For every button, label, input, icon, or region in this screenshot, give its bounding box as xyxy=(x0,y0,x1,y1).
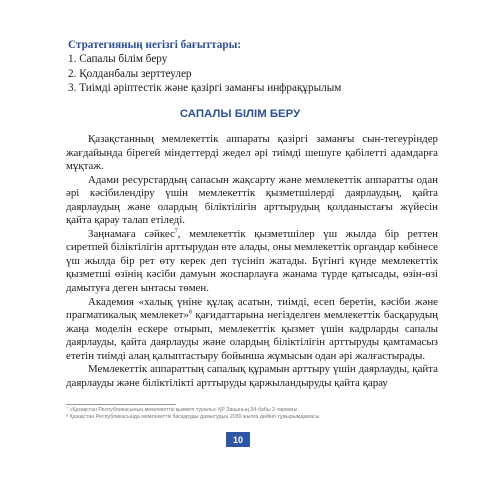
paragraph-text: Академия «халық үніне құлақ асатын, тиімді, есеп беретін, кәсіби және прагматикалық мемлекет» xyxy=(66,295,438,322)
footnote-divider xyxy=(66,404,176,405)
strategy-item: 2. Қолданбалы зерттеулер xyxy=(68,67,192,80)
paragraph xyxy=(66,296,438,364)
strategy-directions xyxy=(68,38,428,95)
strategy-item: 3. Тиімді әріптестік және қазіргі заманғы инфрақұрылым xyxy=(68,81,342,94)
paragraph-text: Заңнамаға сәйкес xyxy=(88,227,175,240)
footnote: ⁸ Қазақстан Республикасында мемлекеттік басқаруды дамытудың 2030 жылға дейінгі тұжырымдамасы xyxy=(66,414,320,421)
footnote-ref[interactable]: 7 xyxy=(174,228,178,235)
paragraph: Мемлекеттік аппараттың сапалық құрамын арттыру үшін даярлауды, қайта даярлауды және біліктілікті арттыруды қаржыландыруды қайта қарау xyxy=(66,363,438,389)
paragraph xyxy=(66,228,438,296)
strategy-title: Стратегияның негізгі бағыттары: xyxy=(68,39,242,51)
paragraph-text: қағидаттарына негізделген мемлекеттік басқарудың жаңа моделін ескере отырып, мемлекеттік қызмет үшін кадрларды сапалы даярлауды, қайта даярлауды және олардың біліктілігін арттыруды қамтамасыз ететін тиімді алаң қалыптастыру бойынша жұмысын одан әрі жалғастырады. xyxy=(66,309,438,362)
body-text xyxy=(66,133,438,390)
footnotes xyxy=(66,407,438,422)
paragraph-text: , мемлекеттік қызметшілер үш жылда бір реттен сиретпей біліктілігін арттырудан өте алады, оны мемлекеттік органдар көбінесе үш жылда бір рет өту керек деп түсініп жатады. Бүгінгі күнде мемлекеттік қызметші өзінің кәсіби дамуын жоспарлауға жанама түрде қатысады, өзін-өзі дамытуға деген ынтасы төмен. xyxy=(66,227,438,295)
page-number: 10 xyxy=(226,432,250,447)
section-heading: САПАЛЫ БІЛІМ БЕРУ xyxy=(179,108,301,120)
paragraph: Адами ресурстардың сапасын жақсарту және мемлекеттік аппаратты одан әрі кәсібилендіру үшін мемлекеттік қызметшілерді даярлаудың, қайта даярлаудың және олардың біліктілігін арттырудың қолданыстағы жүйесін қайта қарау талап етіледі. xyxy=(66,173,438,227)
footnote: ⁷ «Қазақстан Республикасының мемлекеттік қызметі туралы» ҚР Заңының 34-бабы 2-тармағы xyxy=(66,407,298,413)
strategy-item: 1. Сапалы білім беру xyxy=(68,53,168,66)
footnote-ref[interactable]: 8 xyxy=(188,309,192,316)
paragraph: Қазақстанның мемлекеттік аппараты қазіргі заманғы сын-тегеуріндер жағдайында бірегей міндеттерді жедел әрі тиімді шешуге қабілетті адамдарға мұқтаж. xyxy=(66,133,438,173)
